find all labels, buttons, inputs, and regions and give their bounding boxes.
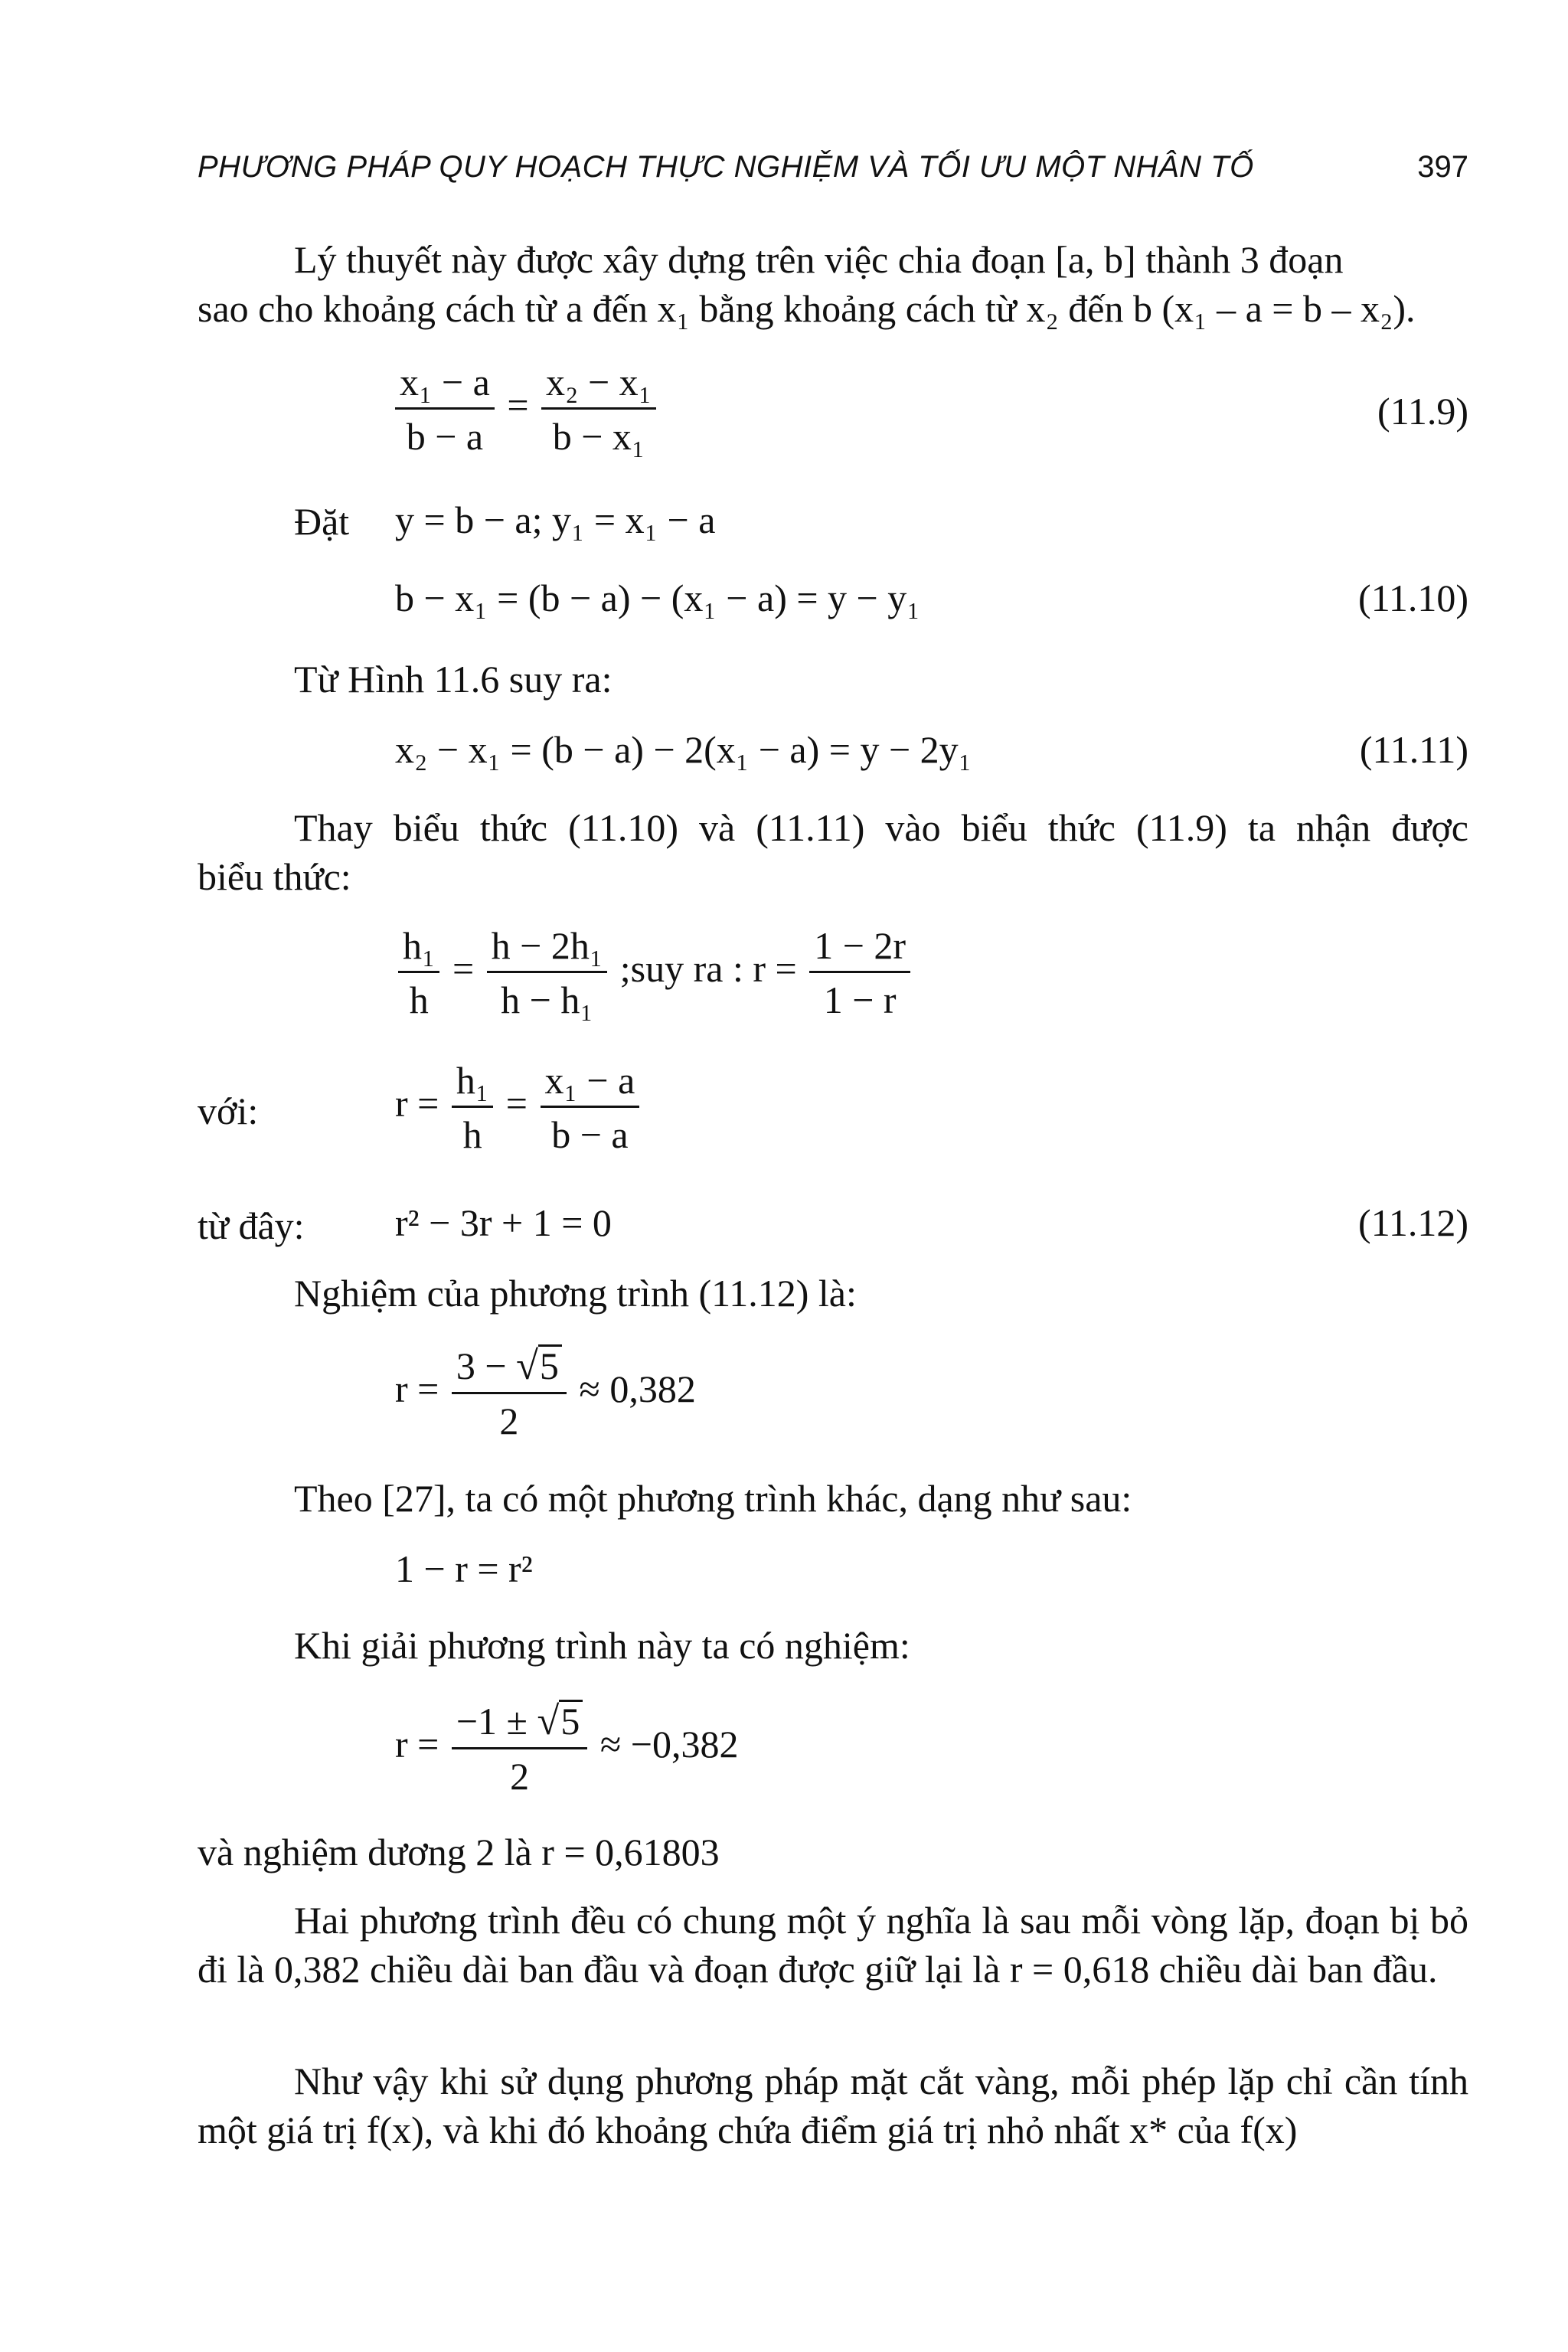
running-header-title: PHƯƠNG PHÁP QUY HOẠCH THỰC NGHIỆM VÀ TỐI ƯU MỘT NHÂN TỐ <box>198 150 1254 184</box>
denominator: b − a <box>551 1113 629 1156</box>
paragraph-hai <box>198 1896 1468 1994</box>
radical-sign-icon: √ <box>537 1699 560 1743</box>
paragraph-1-line-1: Lý thuyết này được xây dựng trên việc chia đoạn [a, b] thành 3 đoạn <box>294 238 1344 281</box>
fraction <box>541 360 656 459</box>
thay-line-1: Thay biểu thức (11.10) và (11.11) vào biểu thức (11.9) ta nhận được <box>294 806 1468 849</box>
va-nghiem-line: và nghiệm dương 2 là r = 0,61803 <box>198 1831 720 1873</box>
equation-number-11-11: (11.11) <box>1359 728 1468 771</box>
numerator: h₁ <box>452 1058 493 1108</box>
fraction <box>809 923 910 1022</box>
numerator: h₁ <box>398 923 439 973</box>
equation-number-11-10: (11.10) <box>1358 577 1468 619</box>
fraction <box>452 1698 587 1798</box>
fraction <box>541 1058 640 1157</box>
nghiem-line: Nghiệm của phương trình (11.12) là: <box>294 1272 857 1315</box>
tu-day-label: từ đây: <box>198 1204 305 1247</box>
paragraph-1-line-2: sao cho khoảng cách từ a đến x₁ bằng khoảng cách từ x₂ đến b (x₁ – a = b – x₂). <box>198 287 1416 330</box>
denominator: b − x₁ <box>552 415 645 458</box>
dat-label: Đặt <box>294 500 350 543</box>
numerator <box>452 1343 567 1394</box>
denominator: h <box>409 978 429 1021</box>
radicand: 5 <box>538 1344 562 1385</box>
dat-expression: y = b − a; y₁ = x₁ − a <box>395 498 716 541</box>
numerator: h − 2h₁ <box>487 923 608 973</box>
radicand: 5 <box>559 1700 583 1740</box>
denominator: 2 <box>499 1400 519 1442</box>
equation-number-11-9: (11.9) <box>1377 390 1468 433</box>
fraction <box>487 923 608 1022</box>
equation-r-definition <box>395 1058 642 1157</box>
equals-sign: = <box>452 946 475 990</box>
numerator: 1 − 2r <box>809 923 910 973</box>
equals-sign: = <box>507 383 529 426</box>
fraction <box>452 1343 567 1443</box>
equation-11-11: x₂ − x₁ = (b − a) − 2(x₁ − a) = y − 2y₁ <box>395 728 972 771</box>
radical-sign-icon: √ <box>516 1344 538 1388</box>
equation-number-11-12: (11.12) <box>1358 1201 1468 1244</box>
numerator: x₁ − a <box>395 360 495 410</box>
equation-r-root-2 <box>395 1698 738 1798</box>
approx-value: ≈ 0,382 <box>579 1367 696 1410</box>
numerator: x₁ − a <box>541 1058 640 1108</box>
equation-h-ratio <box>395 923 913 1022</box>
numerator: x₂ − x₁ <box>541 360 656 410</box>
equation-11-10: b − x₁ = (b − a) − (x₁ − a) = y − y₁ <box>395 577 920 619</box>
equation-11-9 <box>392 360 659 459</box>
equation-r-root-1 <box>395 1343 696 1443</box>
lhs: r = <box>395 1081 439 1125</box>
voi-label: với: <box>198 1089 259 1132</box>
approx-value: ≈ −0,382 <box>599 1722 739 1766</box>
equation-11-12: r² − 3r + 1 = 0 <box>395 1201 612 1244</box>
theo-line: Theo [27], ta có một phương trình khác, dạng như sau: <box>294 1477 1132 1520</box>
equals-sign: = <box>505 1081 528 1125</box>
paragraph-hai-text: Hai phương trình đều có chung một ý nghĩa là sau mỗi vòng lặp, đoạn bị bỏ đi là 0,382 chiều dài ban đầu và đoạn được giữ lại là r = 0,618 chiều dài ban đầu. <box>198 1899 1468 1991</box>
page-number: 397 <box>1417 150 1468 184</box>
tu-hinh-line: Từ Hình 11.6 suy ra: <box>294 658 612 701</box>
fraction <box>398 923 439 1022</box>
fraction <box>452 1058 493 1157</box>
suy-ra-text: ;suy ra : r = <box>619 946 797 990</box>
denominator: b − a <box>406 415 484 458</box>
fraction <box>395 360 495 459</box>
numerator-prefix: −1 ± <box>456 1700 528 1743</box>
equation-1-minus-r: 1 − r = r² <box>395 1547 533 1590</box>
numerator-prefix: 3 − <box>456 1344 507 1387</box>
paragraph-nhu-vay-text: Như vậy khi sử dụng phương pháp mặt cắt vàng, mỗi phép lặp chỉ cần tính một giá trị f(x), và khi đó khoảng chứa điểm giá trị nhỏ nhất x* của f(x) <box>198 2060 1468 2151</box>
thay-line-2: biểu thức: <box>198 855 351 898</box>
denominator: h − h₁ <box>501 978 593 1021</box>
denominator: 2 <box>510 1755 530 1798</box>
lhs: r = <box>395 1722 439 1766</box>
khi-line: Khi giải phương trình này ta có nghiệm: <box>294 1624 910 1667</box>
denominator: h <box>462 1113 482 1156</box>
lhs: r = <box>395 1367 439 1410</box>
denominator: 1 − r <box>823 978 897 1021</box>
numerator <box>452 1698 587 1749</box>
paragraph-nhu-vay <box>198 2056 1468 2154</box>
